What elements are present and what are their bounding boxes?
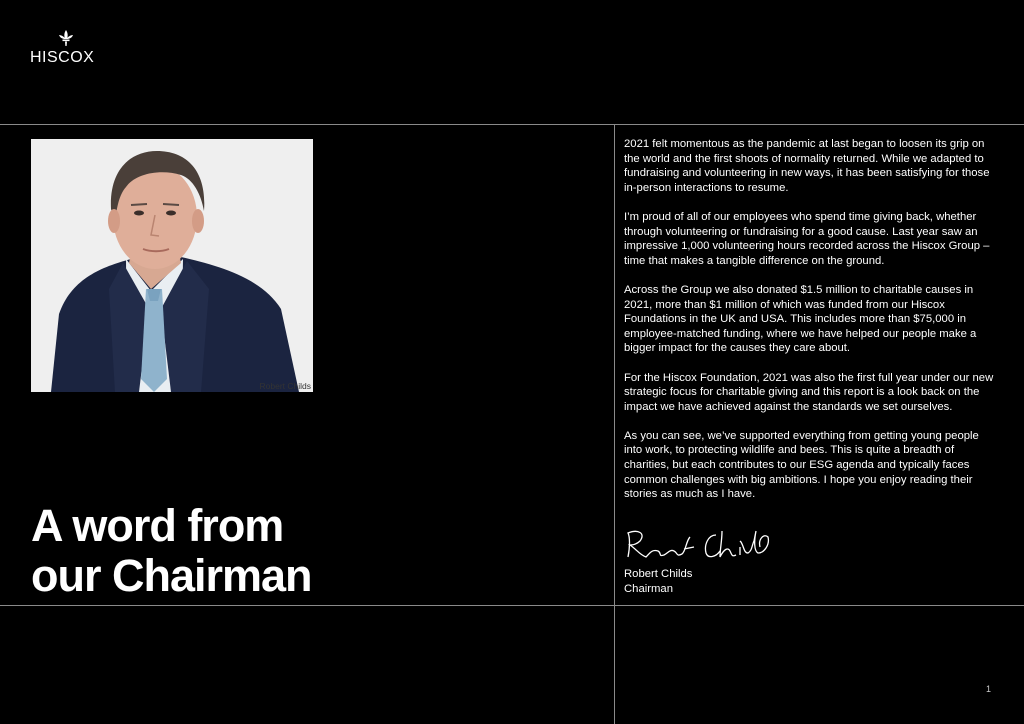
letter-paragraph: Across the Group we also donated $1.5 million to charitable causes in 2021, more than $1 million of which was funded from our Hiscox Foundations in the UK and USA. This includes more than $75,000 in employee-matched funding, where we have helped our people make a bigger impact for the causes they care about. — [624, 283, 977, 355]
column-divider — [614, 124, 615, 724]
logo-text: HISCOX — [30, 49, 95, 66]
portrait-illustration — [31, 139, 313, 392]
handwritten-signature — [624, 527, 774, 568]
top-divider — [0, 124, 1024, 125]
headline-line-2: our Chairman — [31, 550, 312, 601]
hiscox-logo — [30, 30, 102, 67]
letter-paragraph: I’m proud of all of our employees who spend time giving back, whether through volunteering or fundraising for a good cause. Last year saw an impressive 1,000 volunteering hours recorded across the Hiscox Group – time that makes a tangible difference on the ground. — [624, 210, 990, 267]
portrait-caption: Robert Childs — [259, 381, 311, 391]
page-number: 1 — [986, 684, 992, 694]
letter-paragraph: As you can see, we’ve supported everything from getting young people into work, to protecting wildlife and bees. This is quite a breadth of charities, but each contributes to our ESG agenda and typically faces common challenges with big ambitions. I hope you enjoy reading their stories as much as I have. — [624, 429, 979, 501]
fleur-de-lis-icon — [57, 30, 75, 48]
page-headline — [31, 501, 312, 601]
letter-paragraph: For the Hiscox Foundation, 2021 was also the first full year under our new strategic focus for charitable giving and this report is a look back on the impact we have achieved against the standards we set ourselves. — [624, 371, 994, 413]
chairman-portrait — [31, 139, 313, 392]
signatory-name: Robert Childs — [624, 568, 693, 580]
signatory-title: Chairman — [624, 583, 673, 595]
headline-line-1: A word from — [31, 500, 284, 551]
bottom-divider — [0, 605, 1024, 606]
chairman-letter — [624, 137, 999, 516]
letter-paragraph: 2021 felt momentous as the pandemic at last began to loosen its grip on the world and the first shoots of normality returned. While we adapted to fundraising and volunteering in new ways, it has been satisfying for those in-person interactions to resume. — [624, 138, 990, 194]
